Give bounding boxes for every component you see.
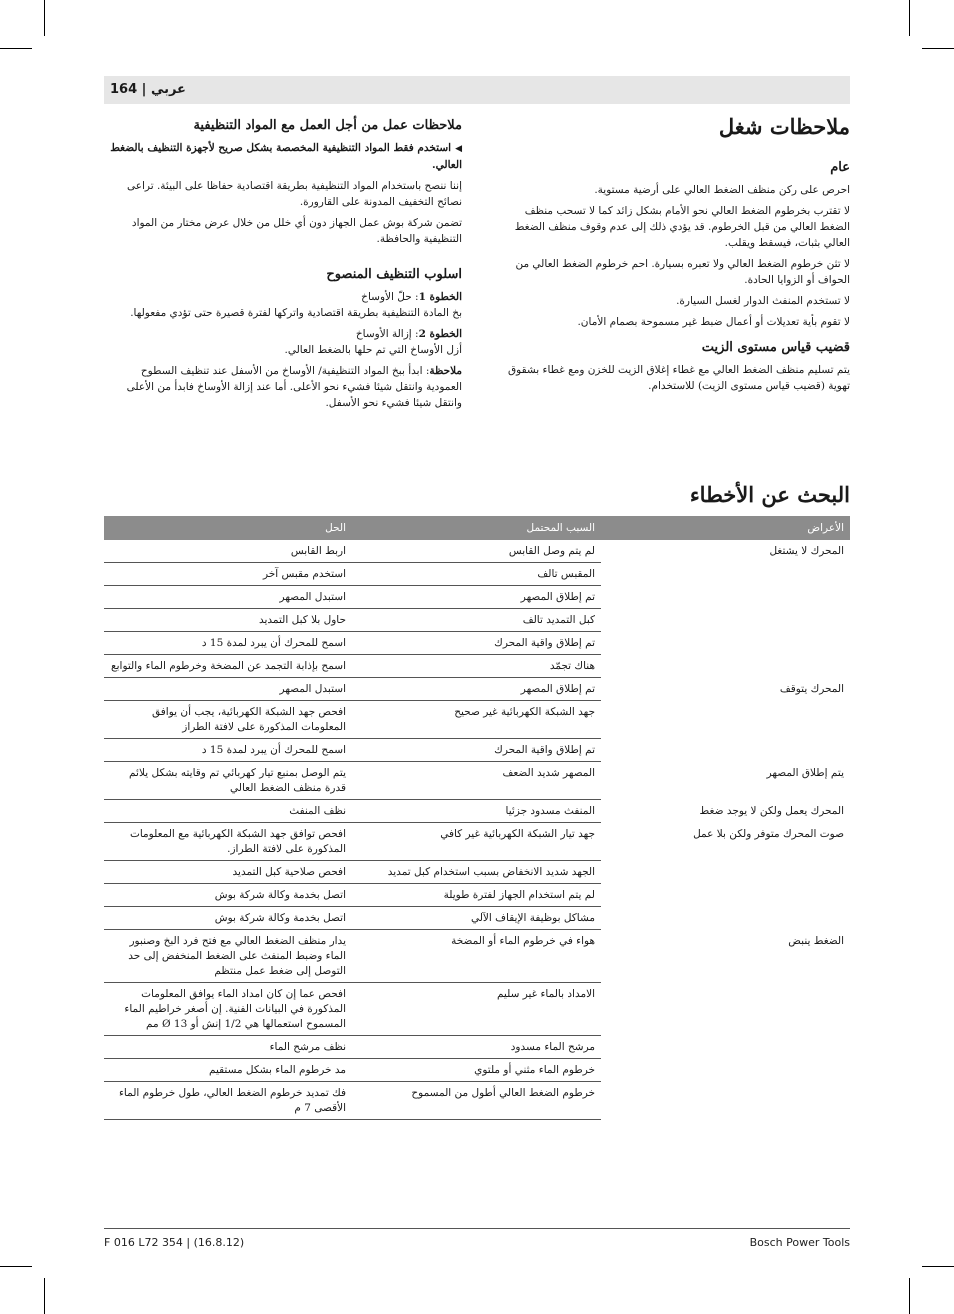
table-row xyxy=(104,563,850,586)
page-number-label: 164 | عربي xyxy=(110,82,186,97)
cause-cell: تم إطلاق واقية المحرك xyxy=(352,739,601,762)
solution-cell: نظف مرشح الماء xyxy=(104,1036,352,1059)
table-row xyxy=(104,701,850,739)
work-notes-title: ملاحظات شغل xyxy=(718,114,850,139)
solution-cell: اسمح بإذابة التجمد عن المضخة وخرطوم الماء والتوابع xyxy=(104,655,352,678)
solution-cell: اسمح للمحرك أن يبرد لمدة 15 د xyxy=(104,632,352,655)
cause-cell: الجهد شديد الانخفاض بسبب استخدام كبل تمديد xyxy=(352,861,601,884)
solution-cell: اربط القابس xyxy=(104,540,352,563)
solution-cell: استخدم مقبس آخر xyxy=(104,563,352,586)
crop-mark xyxy=(922,1266,954,1267)
cause-cell: جهد تيار الشبكة الكهربائية غير كافي xyxy=(352,823,601,861)
symptom-cell: المحرك يتوقف xyxy=(779,682,844,695)
solution-cell: استبدل المصهر xyxy=(104,586,352,609)
symptom-cell xyxy=(601,632,850,655)
table-row xyxy=(104,1036,850,1059)
table-row xyxy=(104,1082,850,1120)
solution-cell: حاول بلا كبل التمديد xyxy=(104,609,352,632)
general-paragraph: لا تستخدم المنفث الدوار لغسل السيارة. xyxy=(676,295,850,307)
table-row xyxy=(104,632,850,655)
symptom-cell xyxy=(601,586,850,609)
symptom-cell: يتم إطلاق المصهر xyxy=(766,766,844,779)
step-1-text: بخ المادة التنظيفية بطريقة اقتصادية واتركها لفترة قصيرة حتى تؤدي مفعولها. xyxy=(130,307,462,319)
solution-cell: اتصل بخدمة وكالة شركة بوش xyxy=(104,884,352,907)
solution-cell: مد خرطوم الماء بشكل مستقيم xyxy=(104,1059,352,1082)
table-row xyxy=(104,823,850,861)
symptom-cell xyxy=(601,983,850,1036)
symptom-cell xyxy=(601,655,850,678)
table-row xyxy=(104,884,850,907)
document-code: F 016 L72 354 | (16.8.12) xyxy=(104,1236,245,1249)
cause-cell: هواء في خرطوم الماء أو المضخة xyxy=(352,930,601,983)
crop-mark xyxy=(44,1278,45,1314)
table-row xyxy=(104,586,850,609)
cause-cell: مرشح الماء مسدود xyxy=(352,1036,601,1059)
table-row xyxy=(104,1059,850,1082)
symptom-cell: صوت المحرك متوفر ولكن بلا عمل xyxy=(693,827,844,840)
cause-cell: كبل التمديد تالف xyxy=(352,609,601,632)
solution-cell: افحص عما إن كان امداد الماء يوافق المعلومات المذكورة في البيانات الفنية. إن أصغر خراطيم الماء المسموح استعمالها هي 1/2 إنش أو Ø 13 مم xyxy=(104,983,352,1036)
detergent-paragraph: إننا ننصح باستخدام المواد التنظيفية بطريقة اقتصادية حفاظا على البيئة. تراعى نصائح التخفيف المدونة على القارورة. xyxy=(126,180,462,208)
symptom-cell: المحرك لا يشتغل xyxy=(769,545,844,557)
cause-cell: خرطوم الضغط العالي أطول من المسموح xyxy=(352,1082,601,1120)
symptom-cell xyxy=(601,701,850,739)
cause-cell: جهد الشبكة الكهربائية غير صحيح xyxy=(352,701,601,739)
step-2-title: الخطوة 2: إزالة الأوساخ xyxy=(355,328,462,340)
step-2-text: أزل الأوساخ التي تم حلها بالضغط العالي. xyxy=(284,344,462,356)
table-header-row xyxy=(104,516,850,540)
crop-mark xyxy=(909,0,910,36)
oil-dipstick-text: يتم تسليم منظف الضغط العالي مع غطاء إغلاق الزيت للخزن ومع غطاء بشقوق تهوية (قضيب قياس مستوى الزيت) للاستخدام. xyxy=(508,364,850,392)
crop-mark xyxy=(922,48,954,49)
table-row xyxy=(104,930,850,983)
cleaning-method-heading: اسلوب التنظيف المنصوح xyxy=(326,267,462,282)
symptom-cell xyxy=(601,609,850,632)
table-row xyxy=(104,739,850,762)
solution-cell: افحص جهد الشبكة الكهربائية، يجب أن يوافق المعلومات المذكورة على لافتة الطراز xyxy=(104,701,352,739)
general-heading: عام xyxy=(830,160,850,175)
cause-cell: المقبس تالف xyxy=(352,563,601,586)
detergent-heading: ملاحظات عمل من أجل العمل مع المواد التنظيفية xyxy=(193,118,462,133)
table-row xyxy=(104,678,850,701)
step-1-title: الخطوة 1: حلّ الأوساخ xyxy=(361,291,462,303)
cause-cell: المنفث مسدود جزئيا xyxy=(352,800,601,823)
solution-cell: يتم الوصل بمنبع تيار كهربائي تم وقايته بشكل يلائم قدرة منظف الضغط العالي xyxy=(104,762,352,800)
solution-cell: يدار منظف الضغط العالي مع فتح فرد البخ وصنبور الماء وضبط المنفث على الضغط المنخفض إلى حد التوصل إلى ضغط عمل منتظم xyxy=(104,930,352,983)
cause-cell: الامداد بالماء غير سليم xyxy=(352,983,601,1036)
column-header-cause: السبب المحتمل xyxy=(352,516,601,540)
table-row xyxy=(104,800,850,823)
symptom-cell xyxy=(601,907,850,930)
solution-cell: استبدل المصهر xyxy=(104,678,352,701)
cause-cell: المصهر شديد الضعف xyxy=(352,762,601,800)
crop-mark xyxy=(909,1278,910,1314)
page-header-bar xyxy=(104,76,850,104)
symptom-cell xyxy=(601,1082,850,1120)
column-header-symptom: الأعراض xyxy=(601,516,850,540)
cause-cell: تم إطلاق واقية المحرك xyxy=(352,632,601,655)
crop-mark xyxy=(44,0,45,36)
cause-cell: تم إطلاق المصهر xyxy=(352,586,601,609)
symptom-cell xyxy=(601,563,850,586)
cause-cell: خرطوم الماء مثني أو ملتوي xyxy=(352,1059,601,1082)
footer-divider xyxy=(104,1228,850,1229)
oil-dipstick-heading: قضيب قياس مستوى الزيت xyxy=(701,340,850,355)
column-header-solution: الحل xyxy=(104,516,352,540)
general-paragraph: لا تقوم بأية تعديلات أو أعمال ضبط غير مسموحة بصمام الأمان. xyxy=(577,316,850,328)
symptom-cell xyxy=(601,739,850,762)
triangle-bullet-icon: ◀ xyxy=(455,144,462,154)
troubleshooting-title: البحث عن الأخطاء xyxy=(689,482,850,507)
table-row xyxy=(104,655,850,678)
work-notes-column xyxy=(500,112,850,399)
symptom-cell xyxy=(601,861,850,884)
solution-cell: فك تمديد خرطوم الضغط العالي، طول خرطوم الماء الأقصى 7 م xyxy=(104,1082,352,1120)
cause-cell: تم إطلاق المصهر xyxy=(352,678,601,701)
cause-cell: هناك تجمّد xyxy=(352,655,601,678)
detergent-bullet-text: استخدم فقط المواد التنظيفية المخصصة بشكل صريح لأجهزة التنظيف بالضغط العالي. xyxy=(110,142,462,171)
symptom-cell xyxy=(601,884,850,907)
table-row xyxy=(104,762,850,800)
solution-cell: افحص توافق جهد الشبكة الكهربائية مع المعلومات المذكورة على لافتة الطراز. xyxy=(104,823,352,861)
solution-cell: اسمح للمحرك أن يبرد لمدة 15 د xyxy=(104,739,352,762)
solution-cell: افحص صلاحية كبل التمديد xyxy=(104,861,352,884)
solution-cell: اتصل بخدمة وكالة شركة بوش xyxy=(104,907,352,930)
symptom-cell xyxy=(601,1036,850,1059)
table-row xyxy=(104,861,850,884)
table-row xyxy=(104,609,850,632)
cleaning-note: ملاحظة: ابدأ ببخ المواد التنظيفية/ الأوساخ من الأسفل عند تنظيف السطوح العمودية وانتقل شيئا فشيء نحو الأعلى. أما عند إزالة الأوساخ فابدأ من الأعلى وانتقل شيئا فشيء نحو الأسفل. xyxy=(126,365,462,409)
cause-cell: لم يتم استخدام الجهاز لفترة طويلة xyxy=(352,884,601,907)
symptom-cell xyxy=(601,1059,850,1082)
cause-cell: لم يتم وصل القابس xyxy=(352,540,601,563)
general-paragraph: احرص على ركن منظف الضغط العالي على أرضية مستوية. xyxy=(594,184,850,196)
solution-cell: نظف المنفث xyxy=(104,800,352,823)
crop-mark xyxy=(0,1266,32,1267)
general-paragraph: لا تثن خرطوم الضغط العالي ولا تعبره بسيارة. احم خرطوم الضغط العالي من الحواف أو الزوايا الحادة. xyxy=(515,258,850,286)
brand-footer: Bosch Power Tools xyxy=(749,1236,850,1249)
table-row xyxy=(104,540,850,563)
detergent-bullet xyxy=(104,140,462,173)
detergent-paragraph: تضمن شركة بوش عمل الجهاز دون أي خلل من خلال عرض مختار من المواد التنظيفية والحافظة. xyxy=(131,217,462,245)
general-paragraph: لا تقترب بخرطوم الضغط العالي نحو الأمام بشكل زائد كما لا تسحب منظف الضغط العالي من قبل الخرطوم. قد يؤدي ذلك إلى عدم وقوف منظف الضغط العالي بثبات، فيسقط ويقلب. xyxy=(514,205,850,249)
crop-mark xyxy=(0,48,32,49)
cause-cell: مشاكل بوظيفة الإيقاف الآلي xyxy=(352,907,601,930)
table-row xyxy=(104,983,850,1036)
symptom-cell: الضغط ينبض xyxy=(788,934,844,947)
troubleshooting-table xyxy=(104,516,850,1120)
detergent-notes-column xyxy=(104,112,462,416)
symptom-cell: المحرك يعمل ولكن لا يوجد ضغط xyxy=(699,804,844,817)
table-row xyxy=(104,907,850,930)
